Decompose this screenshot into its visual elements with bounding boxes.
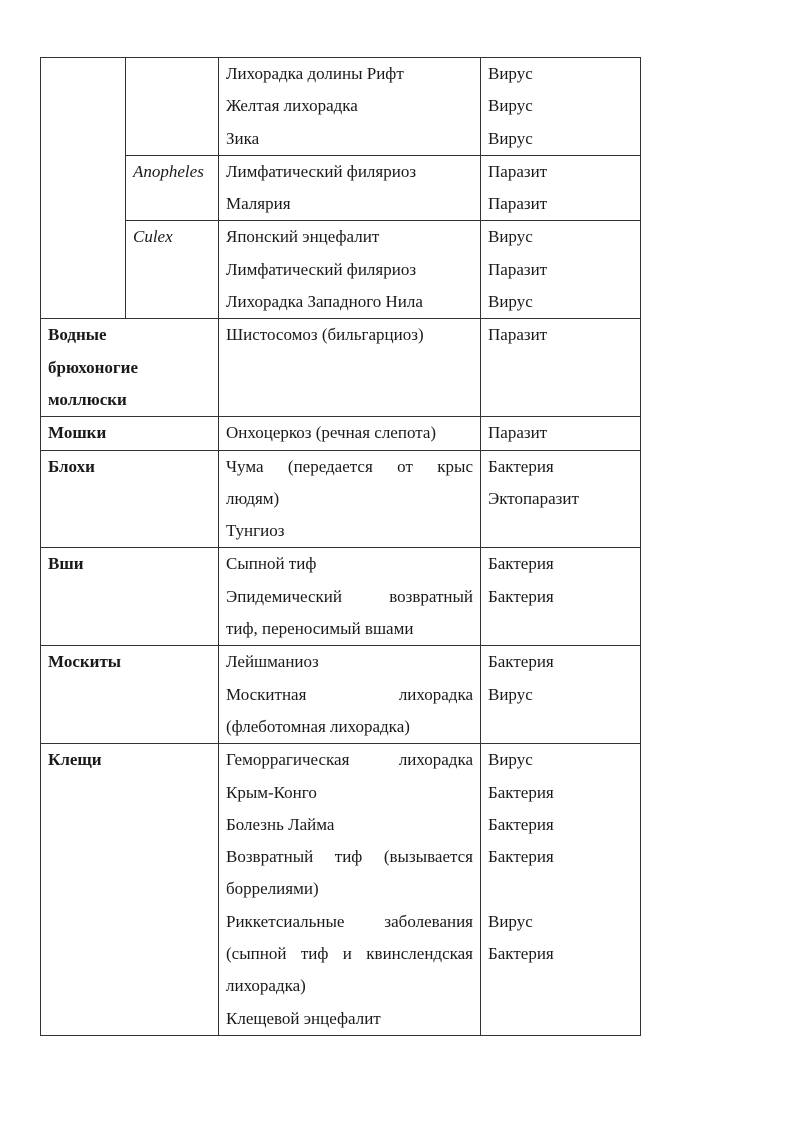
vector-cell — [41, 548, 219, 646]
vector-disease-table — [40, 57, 641, 1036]
agent-type: Бактерия — [488, 814, 554, 834]
disease-cell — [219, 58, 481, 156]
agent-cell — [481, 58, 641, 156]
vector-name: Клещи — [48, 750, 102, 770]
vector-name: Москиты — [48, 652, 122, 672]
agent-type: Бактерия — [488, 847, 554, 867]
agent-cell — [481, 155, 641, 221]
agent-type: Эктопаразит — [488, 488, 579, 508]
disease-name: Клещевой энцефалит — [226, 1008, 381, 1028]
agent-type: Вирус — [488, 227, 533, 247]
agent-type: Паразит — [488, 194, 548, 214]
agent-type: Вирус — [488, 292, 533, 312]
disease-name: Эпидемический возвратный — [226, 586, 473, 606]
genus-cell — [126, 58, 219, 156]
disease-name: Лимфатический филяриоз — [226, 259, 417, 279]
agent-type: Бактерия — [488, 782, 554, 802]
disease-name: людям) — [226, 488, 280, 508]
table-row — [41, 450, 641, 548]
disease-cell — [219, 155, 481, 221]
agent-type: Бактерия — [488, 944, 554, 964]
disease-name: Тунгиоз — [226, 521, 285, 541]
disease-name: Чума (передается от крыс — [226, 456, 473, 476]
disease-name: (флеботомная лихорадка) — [226, 716, 410, 736]
table-row — [41, 646, 641, 744]
vector-cell — [41, 417, 219, 450]
disease-name: Шистосомоз (бильгарциоз) — [226, 325, 424, 345]
disease-name: Лейшманиоз — [226, 652, 319, 672]
disease-name: (сыпной тиф и квинслендская — [226, 944, 473, 964]
vector-cell — [41, 58, 126, 319]
genus-name: Culex — [133, 227, 173, 247]
disease-name: лихорадка) — [226, 976, 306, 996]
disease-name: Лихорадка долины Рифт — [226, 64, 404, 83]
table-row — [41, 155, 641, 221]
agent-cell — [481, 646, 641, 744]
vector-cell — [41, 744, 219, 1036]
disease-cell — [219, 744, 481, 1036]
genus-name: Anopheles — [133, 161, 204, 181]
agent-type: Вирус — [488, 96, 533, 116]
disease-name: Лимфатический филяриоз — [226, 161, 417, 181]
agent-type: Бактерия — [488, 652, 554, 672]
agent-cell — [481, 417, 641, 450]
vector-name: Водные — [48, 325, 107, 345]
disease-name: боррелиями) — [226, 879, 319, 899]
disease-name: Риккетсиальные заболевания — [226, 911, 473, 931]
table-row — [41, 548, 641, 646]
disease-name: Малярия — [226, 194, 291, 214]
agent-type: Паразит — [488, 161, 548, 181]
agent-type — [488, 873, 633, 905]
agent-type: Вирус — [488, 128, 533, 148]
disease-cell — [219, 319, 481, 417]
disease-cell — [219, 450, 481, 548]
vector-name: Мошки — [48, 423, 107, 443]
agent-cell — [481, 450, 641, 548]
agent-type: Бактерия — [488, 456, 554, 476]
disease-cell — [219, 548, 481, 646]
vector-name: брюхоногие — [48, 357, 138, 377]
disease-name: Желтая лихорадка — [226, 96, 358, 116]
agent-cell — [481, 319, 641, 417]
genus-cell — [126, 155, 219, 221]
agent-cell — [481, 744, 641, 1036]
disease-name: Лихорадка Западного Нила — [226, 292, 423, 312]
disease-name: Москитная лихорадка — [226, 684, 473, 704]
disease-name: Японский энцефалит — [226, 227, 380, 247]
disease-name: Зика — [226, 128, 260, 148]
vector-cell — [41, 646, 219, 744]
agent-cell — [481, 548, 641, 646]
disease-name: Онхоцеркоз (речная слепота) — [226, 423, 437, 443]
vector-name: моллюски — [48, 389, 127, 409]
disease-cell — [219, 417, 481, 450]
disease-name: Геморрагическая лихорадка — [226, 750, 473, 770]
agent-type: Бактерия — [488, 586, 554, 606]
table-row — [41, 319, 641, 417]
genus-cell — [126, 221, 219, 319]
disease-cell — [219, 646, 481, 744]
disease-name: Болезнь Лайма — [226, 814, 335, 834]
table-row — [41, 417, 641, 450]
vector-cell — [41, 319, 219, 417]
table-row — [41, 221, 641, 319]
disease-name: Крым-Конго — [226, 782, 317, 802]
agent-cell — [481, 221, 641, 319]
agent-type: Вирус — [488, 750, 533, 770]
agent-type: Вирус — [488, 64, 533, 83]
table-row — [41, 58, 641, 156]
agent-type: Паразит — [488, 423, 548, 443]
disease-cell — [219, 221, 481, 319]
vector-cell — [41, 450, 219, 548]
disease-name: тиф, переносимый вшами — [226, 619, 414, 639]
vector-name: Вши — [48, 554, 84, 574]
table-row — [41, 744, 641, 1036]
disease-name: Возвратный тиф (вызывается — [226, 847, 473, 867]
disease-name: Сыпной тиф — [226, 554, 317, 574]
vector-name: Блохи — [48, 456, 95, 476]
agent-type: Вирус — [488, 684, 533, 704]
agent-type: Бактерия — [488, 554, 554, 574]
agent-type: Паразит — [488, 325, 548, 345]
agent-type: Вирус — [488, 911, 533, 931]
agent-type: Паразит — [488, 259, 548, 279]
